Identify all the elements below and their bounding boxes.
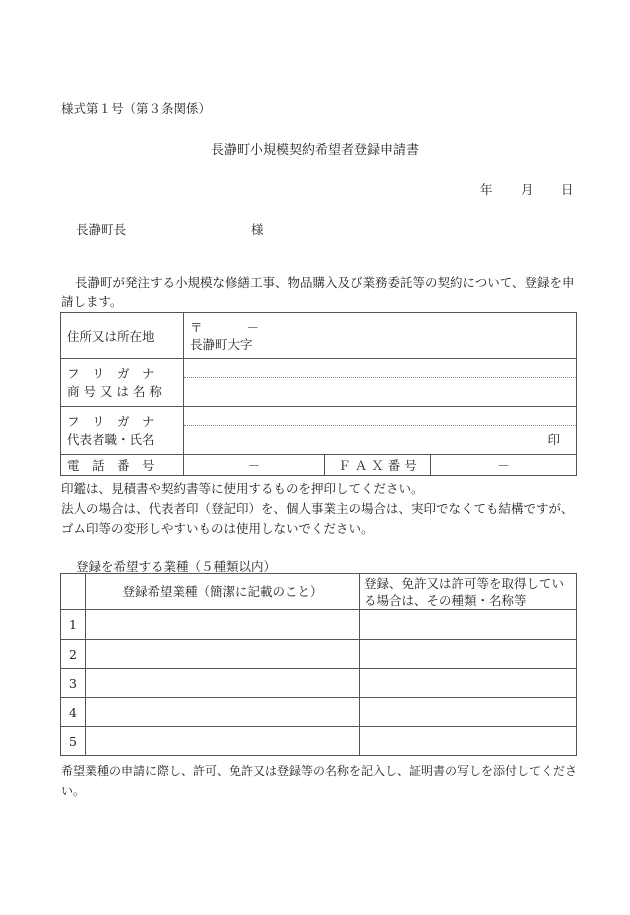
license-header: 登録、免許又は許可等を取得している場合は、その種類・名称等 <box>360 574 577 610</box>
license-input-5[interactable] <box>360 727 577 756</box>
honorific: 様 <box>251 222 264 237</box>
row-number: 5 <box>61 727 86 756</box>
furigana-label: フ リ ガ ナ <box>67 365 155 381</box>
seal-note: 印鑑は、見積書や契約書等に使用するものを押印してください。 <box>61 481 424 496</box>
industry-input-4[interactable] <box>86 698 360 727</box>
industry-header: 登録希望業種（簡潔に記載のこと） <box>86 574 360 610</box>
date-year-label: 年 <box>480 182 493 197</box>
fax-label: Ｆ Ａ Ｘ 番 号 <box>325 455 431 476</box>
license-input-3[interactable] <box>360 669 577 698</box>
company-furigana-input[interactable] <box>184 360 576 378</box>
company-name-label: 商 号 又 は 名 称 <box>67 383 162 399</box>
header-blank <box>61 574 86 610</box>
representative-name-input[interactable] <box>184 426 576 454</box>
phone-field[interactable] <box>184 455 325 476</box>
addressee: 長瀞町長 <box>76 222 127 237</box>
license-input-1[interactable] <box>360 610 577 640</box>
intro-text: 長瀞町が発注する小規模な修繕工事、物品購入及び業務委託等の契約について、登録を申請します。 <box>61 275 575 309</box>
furigana-label: フ リ ガ ナ <box>67 413 155 429</box>
industry-input-2[interactable] <box>86 640 360 669</box>
representative-furigana-input[interactable] <box>184 408 576 426</box>
representative-label-cell <box>61 407 184 455</box>
fax-dash: － <box>497 458 510 473</box>
form-number: 様式第１号（第３条関係） <box>61 101 212 116</box>
address-field[interactable] <box>184 313 577 359</box>
corporate-seal-note: 法人の場合は、代表者印（登記印）を、個人事業主の場合は、実印でなくても結構ですが、ゴム印等の変形しやすいものは使用しないでください。 <box>61 501 574 536</box>
industry-table <box>60 573 577 756</box>
license-note: 希望業種の申請に際し、許可、免許又は登録等の名称を記入し、証明書の写しを添付してください。 <box>61 764 578 798</box>
phone-label: 電 話 番 号 <box>61 455 184 476</box>
company-name-field[interactable] <box>184 359 577 407</box>
postal-mark: 〒 <box>190 319 203 335</box>
fax-field[interactable] <box>431 455 577 476</box>
row-number: 4 <box>61 698 86 727</box>
company-name-label-cell <box>61 359 184 407</box>
industry-input-1[interactable] <box>86 610 360 640</box>
representative-label: 代表者職・氏名 <box>67 431 155 447</box>
address-label: 住所又は所在地 <box>61 313 184 359</box>
representative-field[interactable] <box>184 407 577 455</box>
date-day-label: 日 <box>561 182 574 197</box>
industry-input-5[interactable] <box>86 727 360 756</box>
address-prefill: 長瀞町大字 <box>190 336 253 352</box>
license-input-2[interactable] <box>360 640 577 669</box>
row-number: 2 <box>61 640 86 669</box>
document-title: 長瀞町小規模契約希望者登録申請書 <box>210 143 419 158</box>
date-month-label: 月 <box>521 182 534 197</box>
company-name-input[interactable] <box>184 378 576 406</box>
section2-title: 登録を希望する業種（５種類以内） <box>76 559 277 574</box>
license-input-4[interactable] <box>360 698 577 727</box>
postal-dash: － <box>246 319 260 335</box>
applicant-table <box>60 312 577 476</box>
row-number: 1 <box>61 610 86 640</box>
industry-input-3[interactable] <box>86 669 360 698</box>
seal-mark: 印 <box>547 431 560 447</box>
row-number: 3 <box>61 669 86 698</box>
phone-dash: － <box>247 458 261 473</box>
